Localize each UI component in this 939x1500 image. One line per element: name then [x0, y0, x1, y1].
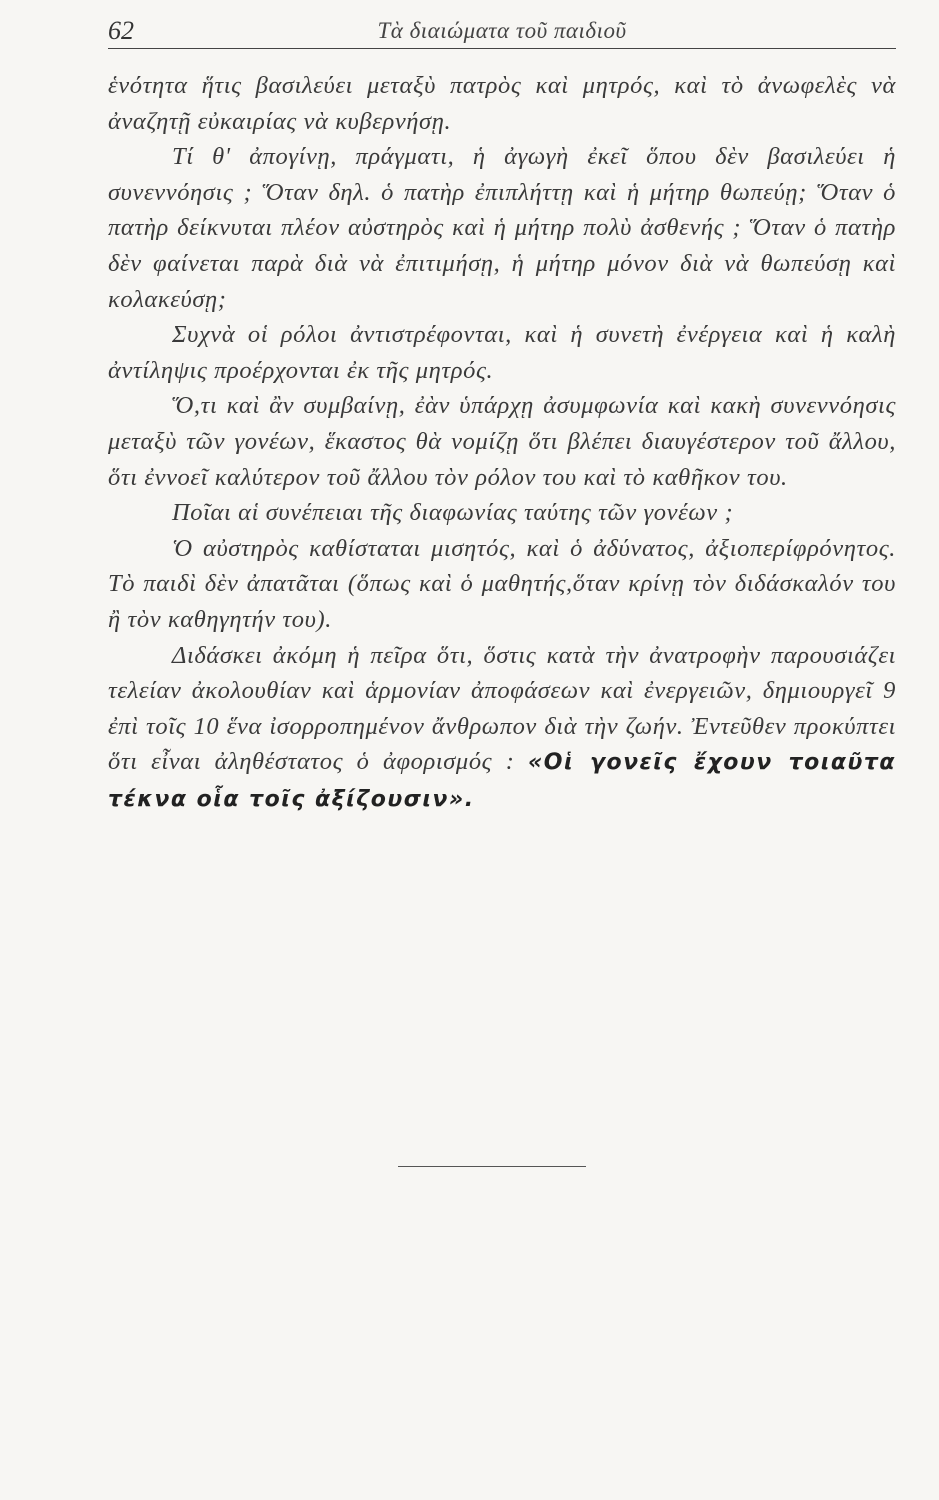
page-number: 62	[108, 16, 134, 45]
paragraph-3: Συχνὰ οἱ ρόλοι ἀντιστρέφονται, καὶ ἡ συνετὴ ἐνέργεια καὶ ἡ καλὴ ἀντίληψις προέρχονται ἐκ τῆς μητρός.	[108, 321, 896, 384]
paragraph-7	[108, 638, 896, 818]
section-divider	[398, 1166, 586, 1167]
page-header	[108, 14, 896, 49]
aphorism-quote: «Οἱ γονεῖς ἔχουν τοιαῦτα τέκνα οἷα τοῖς ἀξίζουσιν».	[108, 750, 896, 812]
running-title: Τὰ διαιώματα τοῦ παιδιοῦ	[377, 18, 627, 43]
paragraph-6: Ὁ αὐστηρὸς καθίσταται μισητός, καὶ ὁ ἀδύνατος, ἀξιοπερίφρόνητος. Τὸ παιδὶ δὲν ἀπατᾶται (ὅπως καὶ ὁ μαθητής,ὅταν κρίνῃ τὸν διδάσκαλόν του ἢ τὸν καθηγητήν του).	[108, 534, 896, 633]
body-text	[108, 68, 896, 817]
paragraph-5: Ποῖαι αἱ συνέπειαι τῆς διαφωνίας ταύτης τῶν γονέων ;	[172, 499, 734, 527]
paragraph-2: Τί θ' ἀπογίνῃ, πράγματι, ἡ ἀγωγὴ ἐκεῖ ὅπου δὲν βασιλεύει ἡ συνεννόησις ; Ὅταν δηλ. ὁ πατὴρ ἐπιπλήττῃ καὶ ἡ μήτηρ θωπεύῃ; Ὅταν ὁ πατὴρ δείκνυται πλέον αὐστηρὸς καὶ ἡ μήτηρ πολὺ ἀσθενής ; Ὅταν ὁ πατὴρ δὲν φαίνεται παρὰ διὰ νὰ ἐπιτιμήσῃ, ἡ μήτηρ μόνον διὰ νὰ θωπεύσῃ καὶ κολακεύσῃ;	[108, 143, 896, 313]
paragraph-4: Ὅ,τι καὶ ἂν συμβαίνῃ, ἐὰν ὑπάρχῃ ἀσυμφωνία καὶ κακὴ συνεννόησις μεταξὺ τῶν γονέων, ἕκαστος θὰ νομίζῃ ὅτι βλέπει διαυγέστερον τοῦ ἄλλου, ὅτι ἐννοεῖ καλύτερον τοῦ ἄλλου τὸν ρόλον του καὶ τὸ καθῆκον του.	[108, 392, 896, 491]
paragraph-1: ἑνότητα ἥτις βασιλεύει μεταξὺ πατρὸς καὶ μητρός, καὶ τὸ ἀνωφελὲς νὰ ἀναζητῇ εὐκαιρίας νὰ κυβερνήσῃ.	[108, 72, 896, 135]
paragraph-7-text: Διδάσκει ἀκόμη ἡ πεῖρα ὅτι, ὅστις κατὰ τὴν ἀνατροφὴν παρουσιάζει τελείαν ἀκολουθίαν καὶ ἁρμονίαν ἀποφάσεων καὶ ἐνεργειῶν, δημιουργεῖ 9 ἐπὶ τοῖς 10 ἕνα ἰσορροπημένον ἄνθρωπον διὰ τὴν ζωήν. Ἐντεῦθεν προκύπτει ὅτι εἶναι ἀληθέστατος ὁ ἀφορισμός :	[108, 641, 896, 776]
